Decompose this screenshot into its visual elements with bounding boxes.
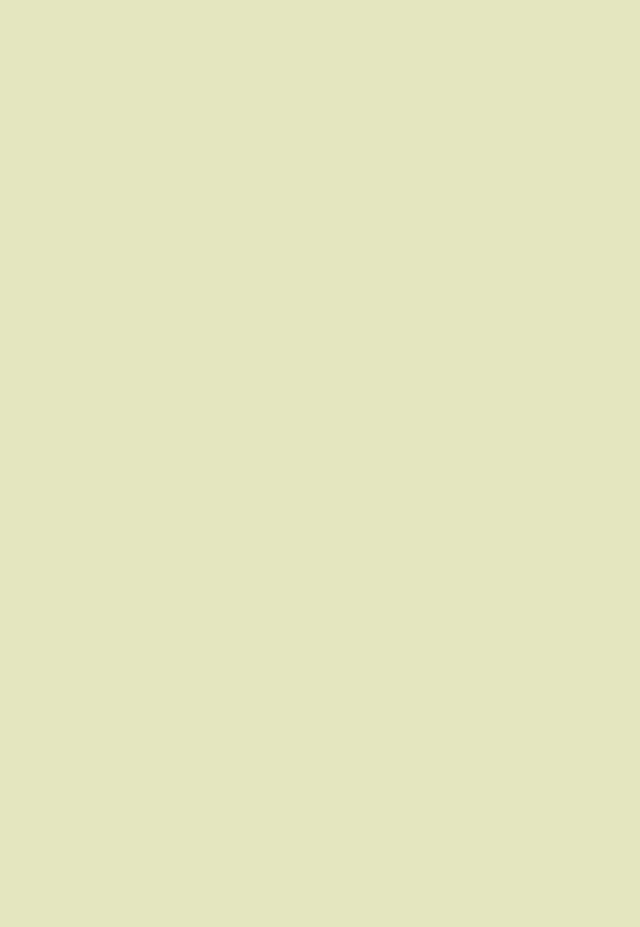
music-system-2 [34, 196, 608, 336]
music-system-3 [34, 336, 608, 466]
music-system-1 [34, 62, 608, 197]
